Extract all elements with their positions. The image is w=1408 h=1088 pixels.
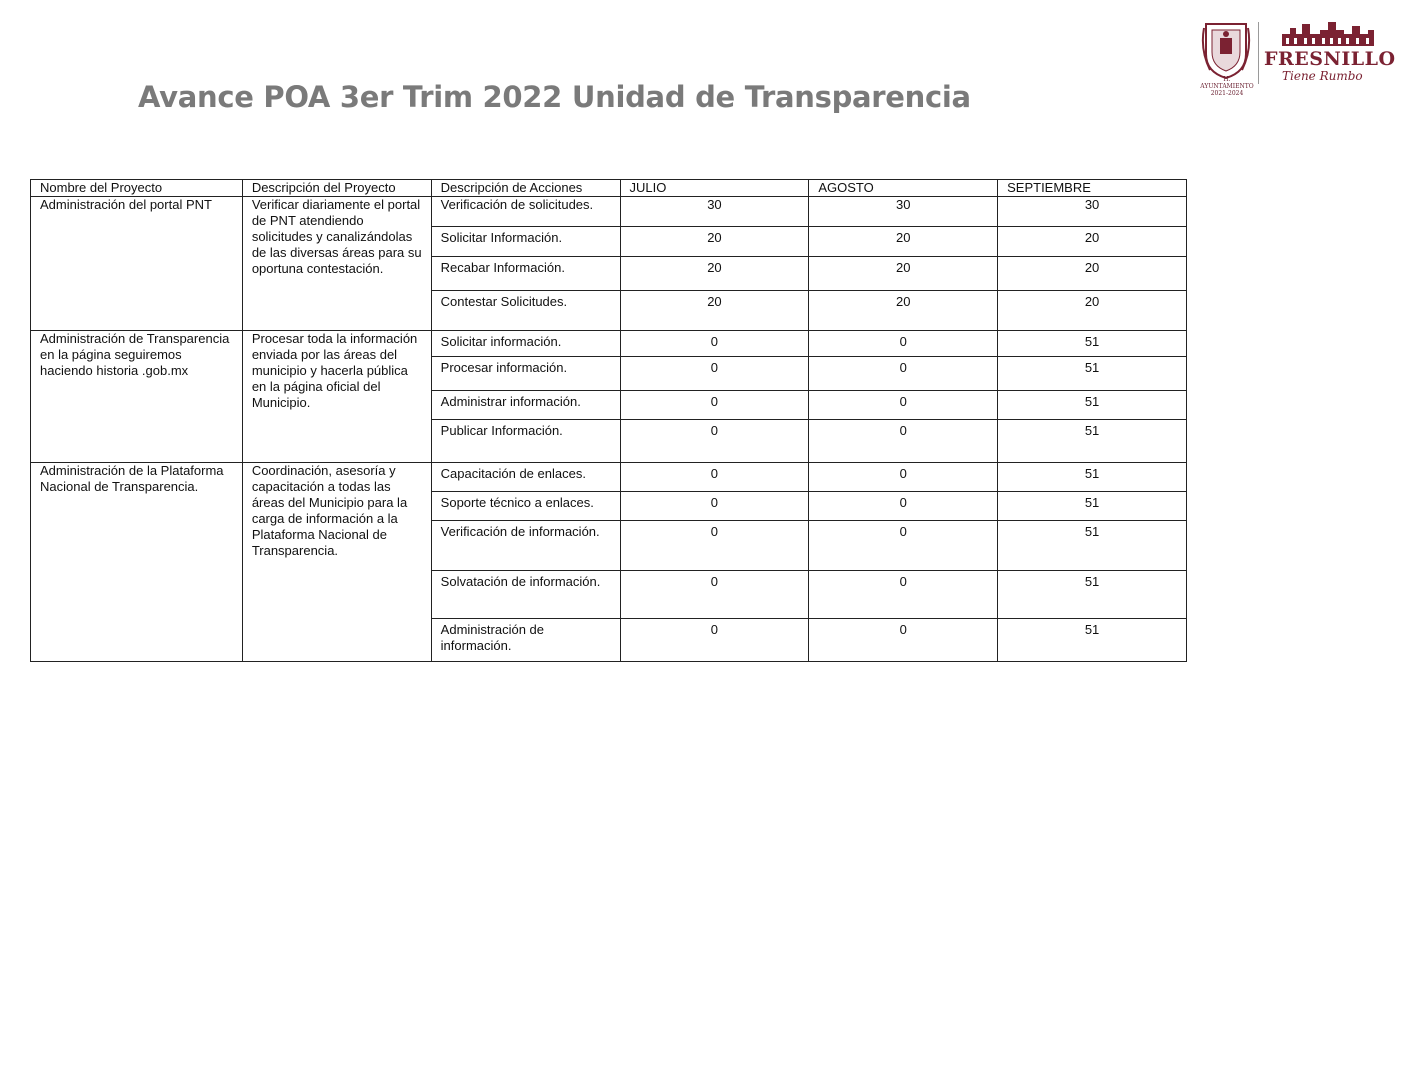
action-label: Solicitar información. xyxy=(431,331,620,357)
value-septiembre: 51 xyxy=(998,571,1187,619)
poa-table xyxy=(30,179,1187,662)
action-label: Solicitar Información. xyxy=(431,227,620,257)
value-agosto: 0 xyxy=(809,420,998,463)
value-agosto: 0 xyxy=(809,521,998,571)
value-septiembre: 20 xyxy=(998,257,1187,291)
value-agosto: 0 xyxy=(809,391,998,420)
project-name: Administración del portal PNT xyxy=(31,197,243,331)
header-agosto: AGOSTO xyxy=(809,180,998,197)
value-agosto: 0 xyxy=(809,331,998,357)
value-julio: 20 xyxy=(620,227,809,257)
header-nombre-proyecto: Nombre del Proyecto xyxy=(31,180,243,197)
brand-name: FRESNILLO xyxy=(1264,48,1396,70)
value-julio: 20 xyxy=(620,257,809,291)
value-agosto: 20 xyxy=(809,257,998,291)
header-logos xyxy=(1196,18,1396,97)
table-row xyxy=(31,331,1187,357)
value-julio: 0 xyxy=(620,357,809,391)
action-label: Solvatación de información. xyxy=(431,571,620,619)
value-agosto: 20 xyxy=(809,291,998,331)
value-julio: 0 xyxy=(620,331,809,357)
seal-caption: H. AYUNTAMIENTO 2021-2024 xyxy=(1200,76,1254,97)
action-label: Soporte técnico a enlaces. xyxy=(431,492,620,521)
value-septiembre: 51 xyxy=(998,391,1187,420)
action-label: Publicar Información. xyxy=(431,420,620,463)
logo-divider xyxy=(1258,22,1259,84)
project-description: Procesar toda la información enviada por las áreas del municipio y hacerla pública en la página oficial del Municipio. xyxy=(242,331,431,463)
value-septiembre: 51 xyxy=(998,463,1187,492)
action-label: Contestar Solicitudes. xyxy=(431,291,620,331)
value-agosto: 0 xyxy=(809,463,998,492)
table-header-row xyxy=(31,180,1187,197)
action-label: Verificación de información. xyxy=(431,521,620,571)
value-agosto: 30 xyxy=(809,197,998,227)
value-septiembre: 51 xyxy=(998,357,1187,391)
value-julio: 0 xyxy=(620,391,809,420)
header-septiembre: SEPTIEMBRE xyxy=(998,180,1187,197)
value-septiembre: 51 xyxy=(998,521,1187,571)
value-septiembre: 51 xyxy=(998,420,1187,463)
value-agosto: 0 xyxy=(809,492,998,521)
value-agosto: 0 xyxy=(809,357,998,391)
project-name: Administración de Transparencia en la página seguiremos haciendo historia .gob.mx xyxy=(31,331,243,463)
brand-tagline: Tiene Rumbo xyxy=(1282,69,1363,83)
value-agosto: 0 xyxy=(809,571,998,619)
value-julio: 30 xyxy=(620,197,809,227)
table-row xyxy=(31,463,1187,492)
fresnillo-skyline-icon xyxy=(1280,20,1376,48)
value-julio: 0 xyxy=(620,521,809,571)
project-description: Coordinación, asesoría y capacitación a todas las áreas del Municipio para la carga de información a la Plataforma Nacional de Transparencia. xyxy=(242,463,431,662)
project-description: Verificar diariamente el portal de PNT atendiendo solicitudes y canalizándolas de las diversas áreas para su oportuna contestación. xyxy=(242,197,431,331)
header-descripcion-acciones: Descripción de Acciones xyxy=(431,180,620,197)
value-julio: 0 xyxy=(620,571,809,619)
value-agosto: 0 xyxy=(809,619,998,662)
action-label: Procesar información. xyxy=(431,357,620,391)
header-descripcion-proyecto: Descripción del Proyecto xyxy=(242,180,431,197)
value-julio: 0 xyxy=(620,463,809,492)
action-label: Administrar información. xyxy=(431,391,620,420)
value-julio: 20 xyxy=(620,291,809,331)
value-julio: 0 xyxy=(620,619,809,662)
table-row xyxy=(31,197,1187,227)
value-julio: 0 xyxy=(620,492,809,521)
value-septiembre: 30 xyxy=(998,197,1187,227)
value-julio: 0 xyxy=(620,420,809,463)
project-name: Administración de la Plataforma Nacional de Transparencia. xyxy=(31,463,243,662)
value-septiembre: 51 xyxy=(998,331,1187,357)
action-label: Verificación de solicitudes. xyxy=(431,197,620,227)
value-septiembre: 51 xyxy=(998,619,1187,662)
value-septiembre: 20 xyxy=(998,291,1187,331)
value-septiembre: 20 xyxy=(998,227,1187,257)
header-julio: JULIO xyxy=(620,180,809,197)
action-label: Recabar Información. xyxy=(431,257,620,291)
page-title: Avance POA 3er Trim 2022 Unidad de Transparencia xyxy=(138,80,971,114)
value-septiembre: 51 xyxy=(998,492,1187,521)
action-label: Administración de información. xyxy=(431,619,620,662)
action-label: Capacitación de enlaces. xyxy=(431,463,620,492)
value-agosto: 20 xyxy=(809,227,998,257)
